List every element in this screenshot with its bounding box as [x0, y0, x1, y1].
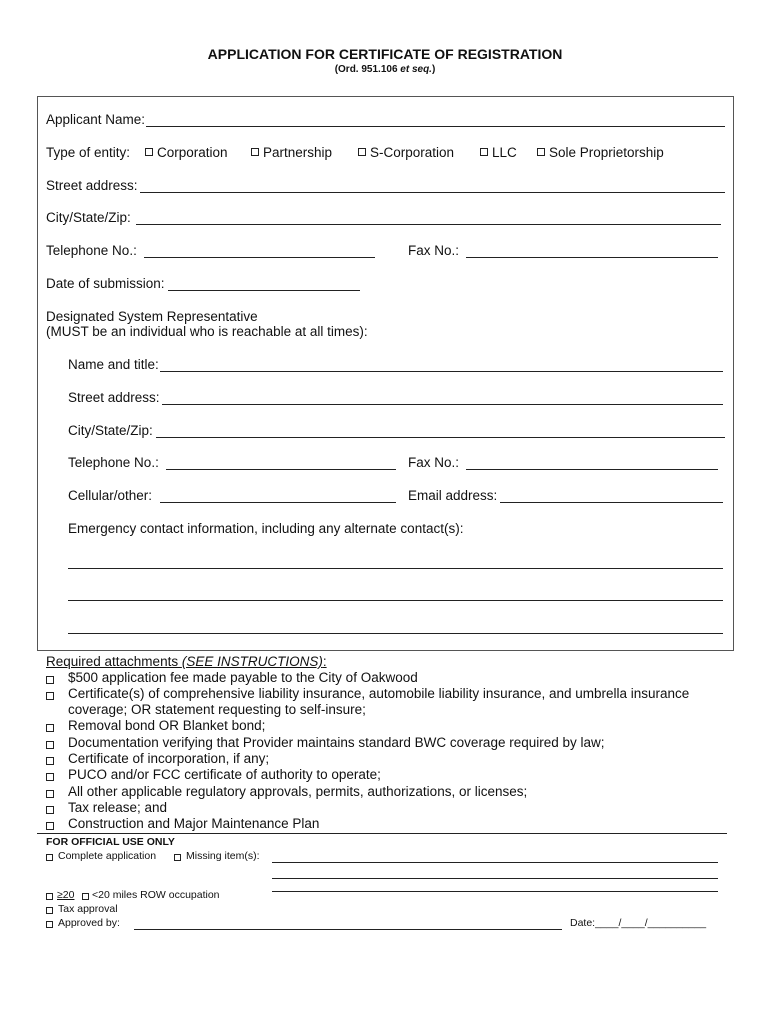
- attachment-checkbox-icon[interactable]: [46, 692, 54, 700]
- checkbox-icon[interactable]: [251, 148, 259, 156]
- rep-street-address-label: Street address:: [68, 390, 160, 405]
- attachment-checkbox-icon[interactable]: [46, 757, 54, 765]
- official-checkbox-icon[interactable]: [46, 854, 53, 861]
- official-use-heading: FOR OFFICIAL USE ONLY: [46, 836, 175, 848]
- rep-name-title-field[interactable]: [160, 371, 723, 372]
- date-of-submission-label: Date of submission:: [46, 276, 165, 291]
- rep-fax-field[interactable]: [466, 469, 718, 470]
- missing-items-label: Missing item(s):: [186, 850, 260, 862]
- missing-items-line-1[interactable]: [272, 862, 718, 863]
- attachment-checkbox-icon[interactable]: [46, 773, 54, 781]
- official-checkbox-icon[interactable]: [82, 893, 89, 900]
- checkbox-icon[interactable]: [358, 148, 366, 156]
- checkbox-icon[interactable]: [480, 148, 488, 156]
- official-checkbox-icon[interactable]: [46, 907, 53, 914]
- rep-city-state-zip-label: City/State/Zip:: [68, 423, 153, 438]
- fax-field[interactable]: [466, 257, 718, 258]
- applicant-name-label: Applicant Name:: [46, 112, 146, 127]
- entity-llc-option[interactable]: LLC: [480, 145, 517, 160]
- complete-application-label: Complete application: [58, 850, 157, 862]
- rep-email-field[interactable]: [500, 502, 723, 503]
- rep-city-state-zip-field[interactable]: [156, 437, 725, 438]
- official-checkbox-icon[interactable]: [46, 893, 53, 900]
- form-title: APPLICATION FOR CERTIFICATE OF REGISTRATION: [207, 46, 563, 62]
- city-state-zip-label: City/State/Zip:: [46, 210, 131, 225]
- attachment-item-insurance: Certificate(s) of comprehensive liability insurance, automobile liability insurance, and umbrella insurance: [68, 686, 690, 701]
- rep-name-title-label: Name and title:: [68, 357, 159, 372]
- entity-sole-proprietorship-option[interactable]: Sole Proprietorship: [537, 145, 664, 160]
- emergency-contact-line-3[interactable]: [68, 633, 723, 634]
- rep-cellular-field[interactable]: [160, 502, 396, 503]
- attachments-heading: Required attachments (SEE INSTRUCTIONS):: [46, 654, 327, 669]
- attachment-item-bwc: Documentation verifying that Provider maintains standard BWC coverage required by law;: [68, 735, 605, 750]
- checkbox-icon[interactable]: [145, 148, 153, 156]
- date-of-submission-field[interactable]: [168, 290, 360, 291]
- entity-type-label: Type of entity:: [46, 145, 131, 160]
- attachment-checkbox-icon[interactable]: [46, 676, 54, 684]
- attachment-checkbox-icon[interactable]: [46, 741, 54, 749]
- entity-s-corporation-option[interactable]: S-Corporation: [358, 145, 454, 160]
- attachment-item-insurance-cont: coverage; OR statement requesting to self-insure;: [68, 702, 366, 717]
- approved-by-field[interactable]: [134, 929, 562, 930]
- representative-heading: Designated System Representative: [46, 309, 258, 324]
- approved-by-label: Approved by:: [58, 917, 120, 929]
- rep-fax-label: Fax No.:: [408, 455, 460, 470]
- attachment-item-incorporation: Certificate of incorporation, if any;: [68, 751, 270, 766]
- attachment-checkbox-icon[interactable]: [46, 806, 54, 814]
- applicant-name-field[interactable]: [146, 126, 725, 127]
- rep-telephone-label: Telephone No.:: [68, 455, 159, 470]
- ge20-option: ≥20: [57, 889, 75, 901]
- rep-email-label: Email address:: [408, 488, 498, 503]
- attachment-checkbox-icon[interactable]: [46, 724, 54, 732]
- attachment-item-construction-plan: Construction and Major Maintenance Plan: [68, 816, 320, 831]
- attachment-item-fee: $500 application fee made payable to the City of Oakwood: [68, 670, 418, 685]
- representative-note: (MUST be an individual who is reachable at all times):: [46, 324, 368, 339]
- street-address-label: Street address:: [46, 178, 138, 193]
- checkbox-icon[interactable]: [537, 148, 545, 156]
- telephone-label: Telephone No.:: [46, 243, 137, 258]
- emergency-contact-line-1[interactable]: [68, 568, 723, 569]
- tax-approval-label: Tax approval: [58, 903, 118, 915]
- attachment-checkbox-icon[interactable]: [46, 822, 54, 830]
- official-date-label: Date:____/____/__________: [570, 917, 707, 929]
- official-use-divider: [37, 833, 727, 834]
- rep-telephone-field[interactable]: [166, 469, 396, 470]
- rep-cellular-label: Cellular/other:: [68, 488, 153, 503]
- telephone-field[interactable]: [144, 257, 375, 258]
- entity-corporation-option[interactable]: Corporation: [145, 145, 228, 160]
- emergency-contact-line-2[interactable]: [68, 600, 723, 601]
- official-checkbox-icon[interactable]: [46, 921, 53, 928]
- missing-items-line-3[interactable]: [272, 891, 718, 892]
- emergency-contact-label: Emergency contact information, including any alternate contact(s):: [68, 521, 464, 536]
- attachment-item-bond: Removal bond OR Blanket bond;: [68, 718, 266, 733]
- fax-label: Fax No.:: [408, 243, 460, 258]
- attachment-item-tax-release: Tax release; and: [68, 800, 168, 815]
- form-subtitle: (Ord. 951.106 et seq.): [334, 64, 436, 75]
- city-state-zip-field[interactable]: [136, 224, 721, 225]
- street-address-field[interactable]: [140, 192, 725, 193]
- rep-street-address-field[interactable]: [162, 404, 723, 405]
- entity-partnership-option[interactable]: Partnership: [251, 145, 332, 160]
- attachment-item-puco-fcc: PUCO and/or FCC certificate of authority to operate;: [68, 767, 381, 782]
- official-checkbox-icon[interactable]: [174, 854, 181, 861]
- attachment-checkbox-icon[interactable]: [46, 790, 54, 798]
- missing-items-line-2[interactable]: [272, 878, 718, 879]
- lt20-option: <20 miles ROW occupation: [92, 889, 220, 901]
- attachment-item-approvals: All other applicable regulatory approvals, permits, authorizations, or licenses;: [68, 784, 528, 799]
